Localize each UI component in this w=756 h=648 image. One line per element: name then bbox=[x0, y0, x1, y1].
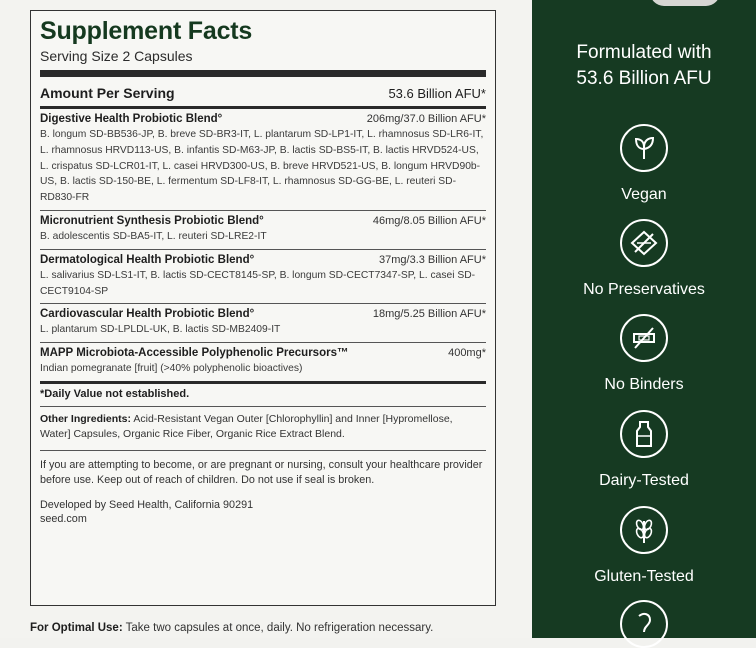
blend-mapp bbox=[40, 343, 486, 381]
badge-gluten-tested bbox=[532, 506, 756, 586]
partial-badge-icon bbox=[620, 600, 668, 648]
amount-value: 53.6 Billion AFU* bbox=[388, 86, 486, 101]
optimal-use bbox=[30, 622, 433, 634]
headline-line-2: 53.6 Billion AFU bbox=[576, 68, 712, 89]
badge-no-binders bbox=[532, 314, 756, 394]
amount-per-serving-row bbox=[40, 77, 486, 109]
badge-label: Gluten-Tested bbox=[594, 568, 694, 585]
milk-bottle-icon bbox=[620, 410, 668, 458]
blend-name: MAPP Microbiota-Accessible Polyphenolic Precursors™ bbox=[40, 347, 349, 360]
supplement-facts-panel bbox=[30, 10, 496, 606]
daily-value-note: *Daily Value not established. bbox=[40, 381, 486, 407]
blend-strains: L. salivarius SD-LS1-IT, B. lactis SD-CECT8145-SP, B. longum SD-CECT7347-SP, L. casei SD-CECT9104-SP bbox=[40, 269, 476, 297]
leaf-icon bbox=[620, 124, 668, 172]
blend-name: Digestive Health Probiotic Blend° bbox=[40, 113, 223, 125]
wheat-icon bbox=[620, 506, 668, 554]
blend-value: 46mg/8.05 Billion AFU* bbox=[372, 214, 486, 227]
badge-partial bbox=[532, 600, 756, 648]
blend-digestive bbox=[40, 109, 486, 211]
developer-info bbox=[40, 492, 486, 533]
developed-by: Developed by Seed Health, California 90291 bbox=[40, 498, 254, 511]
no-preservatives-icon bbox=[620, 219, 668, 267]
blend-strains: B. adolescentis SD-BA5-IT, L. reuteri SD-LRE2-IT bbox=[40, 230, 267, 242]
top-pill-shape bbox=[650, 0, 720, 6]
optimal-use-text: Take two capsules at once, daily. No refrigeration necessary. bbox=[122, 622, 434, 634]
blend-strains: B. longum SD-BB536-JP, B. breve SD-BR3-IT, L. plantarum SD-LP1-IT, L. rhamnosus SD-LR6-IT, L. rhamnosus HRVD113-US, B. infantis SD-M63-JP, B. lactis SD-BS5-IT, B. lactis HRVD524-US, L. crispatus SD-LCR01-IT, L. casei HRVD300-US, B. breve HRVD521-US, B. longum HRVD90b-US, B. lactis SD-150-BE, L. fermentum SD-LF8-IT, L. rhamnosus SD-GG-BE, L. reuteri SD-RD830-FR bbox=[40, 129, 484, 204]
blend-name: Dermatological Health Probiotic Blend° bbox=[40, 253, 255, 266]
blend-value: 37mg/3.3 Billion AFU* bbox=[379, 253, 486, 266]
blend-name: Cardiovascular Health Probiotic Blend° bbox=[40, 308, 255, 321]
warning-text: If you are attempting to become, or are pregnant or nursing, consult your healthcare provider before use. Keep out of reach of children. Do not use if seal is broken. bbox=[40, 458, 483, 486]
badge-vegan bbox=[532, 124, 756, 204]
benefits-sidebar bbox=[532, 0, 756, 638]
other-ingredients bbox=[40, 407, 486, 451]
badge-label: Vegan bbox=[621, 186, 667, 203]
optimal-use-label: For Optimal Use: bbox=[30, 622, 123, 634]
blend-value: 18mg/5.25 Billion AFU* bbox=[372, 308, 486, 321]
blend-micronutrient bbox=[40, 211, 486, 250]
headline-line-1: Formulated with bbox=[576, 42, 712, 63]
badge-no-preservatives bbox=[532, 219, 756, 299]
sidebar-headline bbox=[532, 40, 756, 92]
blend-strains: Indian pomegranate [fruit] (>40% polyphenolic bioactives) bbox=[40, 363, 303, 375]
facts-title: Supplement Facts bbox=[40, 17, 253, 45]
blend-dermatological bbox=[40, 250, 486, 305]
badge-label: Dairy-Tested bbox=[599, 472, 689, 489]
badge-label: No Binders bbox=[604, 376, 684, 393]
blend-value: 206mg/37.0 Billion AFU* bbox=[366, 113, 486, 125]
blend-strains: L. plantarum SD-LPLDL-UK, B. lactis SD-MB2409-IT bbox=[40, 324, 281, 336]
serving-size: Serving Size 2 Capsules bbox=[40, 48, 486, 77]
badge-dairy-tested bbox=[532, 410, 756, 490]
badge-label: No Preservatives bbox=[583, 281, 705, 298]
amount-label: Amount Per Serving bbox=[40, 85, 175, 101]
no-binders-icon bbox=[620, 314, 668, 362]
other-ingredients-label: Other Ingredients: bbox=[40, 412, 132, 425]
blend-cardiovascular bbox=[40, 304, 486, 343]
blend-name: Micronutrient Synthesis Probiotic Blend° bbox=[40, 214, 264, 227]
website-text: seed.com bbox=[40, 513, 87, 526]
blend-value: 400mg* bbox=[448, 347, 486, 360]
other-ingredients-text: Acid-Resistant Vegan Outer [Chlorophyllin] and Inner [Hypromellose, Water] Capsules, Organic Rice Fiber, Organic Rice Extract Blend. bbox=[40, 412, 453, 441]
